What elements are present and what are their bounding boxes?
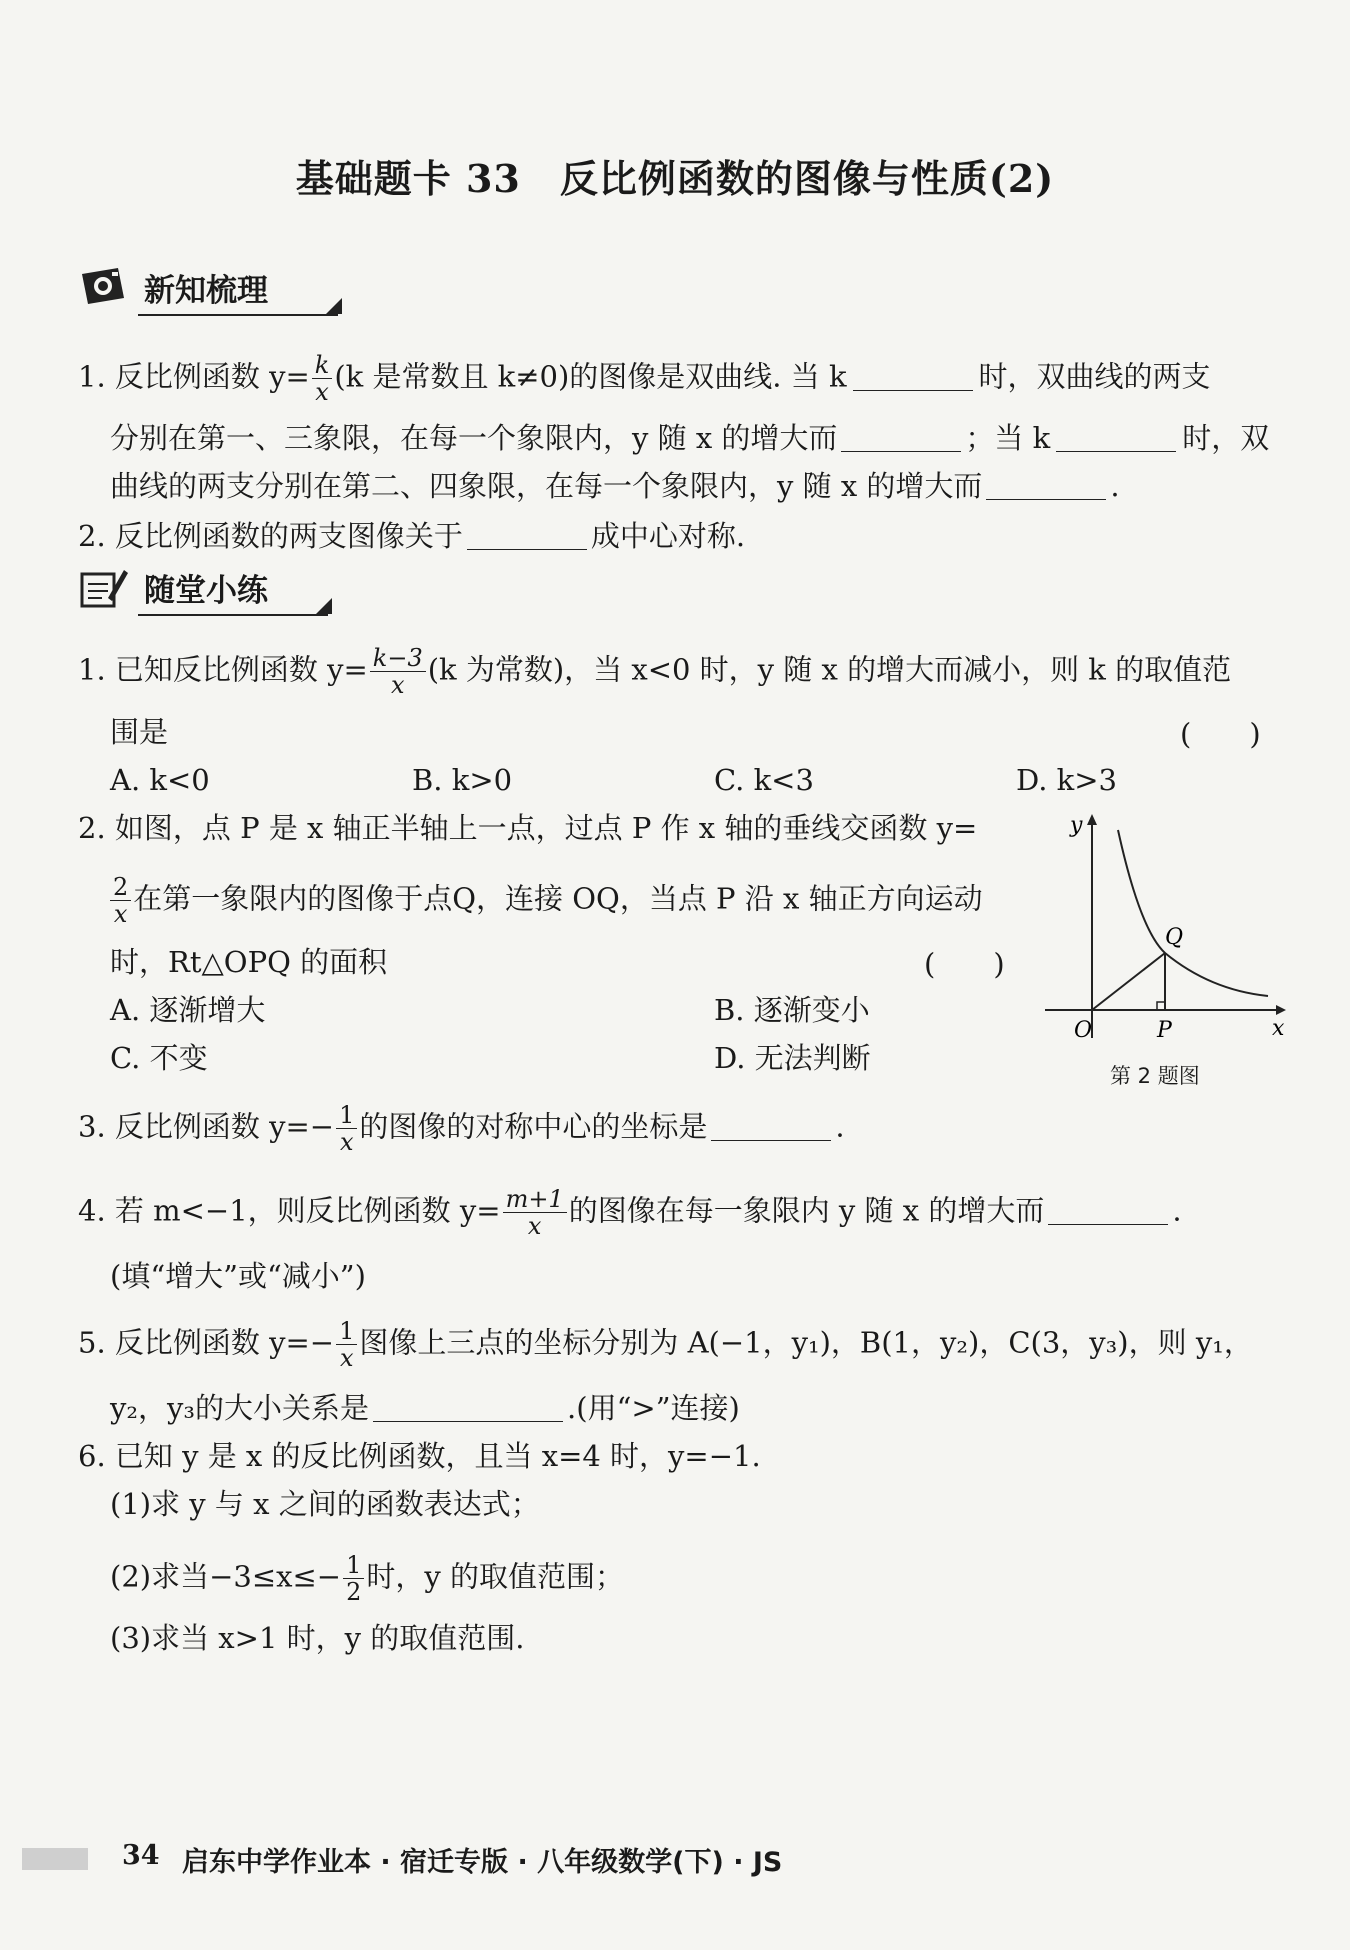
numerator: k−3: [370, 645, 426, 672]
answer-blank[interactable]: [1056, 421, 1176, 452]
section-header-practice: [78, 562, 348, 612]
page-number: 34: [122, 1840, 160, 1871]
practice-q1-line2: 围是: [110, 715, 169, 749]
label-o: O: [1074, 1018, 1093, 1040]
figure-caption: 第 2 题图: [1110, 1064, 1200, 1088]
section-underline: [138, 314, 338, 316]
section-arrow-icon: [316, 598, 332, 614]
text: y₂，y₃的大小关系是: [110, 1391, 370, 1425]
fraction: [336, 1102, 357, 1155]
text: 的图像的对称中心的坐标是: [359, 1109, 708, 1144]
denominator: x: [339, 1128, 354, 1156]
option-d[interactable]: D. 无法判断: [714, 1041, 871, 1075]
knowledge-q2: [78, 516, 745, 556]
text: 分别在第一、三象限，在每一个象限内，y 随 x 的增大而: [110, 421, 838, 455]
text: 4. 若 m<−1，则反比例函数 y=: [78, 1193, 501, 1228]
y-axis-arrow-icon: [1087, 814, 1097, 825]
answer-blank[interactable]: [711, 1110, 831, 1141]
practice-q6-part2: [110, 1552, 624, 1605]
option-a[interactable]: A. 逐渐增大: [110, 993, 266, 1027]
answer-blank[interactable]: [373, 1391, 563, 1422]
fraction: [343, 1552, 364, 1605]
text: ；当 k: [965, 421, 1051, 455]
fraction: [503, 1186, 567, 1239]
text: 成中心对称.: [590, 519, 746, 553]
text: (k 是常数且 k≠0)的图像是双曲线. 当 k: [334, 359, 847, 394]
page-footer: [0, 1838, 1350, 1878]
section-label: 新知梳理: [144, 272, 268, 309]
text: (2)求当−3≤x≤−: [110, 1559, 342, 1594]
denominator: x: [390, 671, 405, 699]
section-underline: [138, 614, 328, 616]
fraction: [110, 874, 131, 927]
option-d[interactable]: D. k>3: [1016, 763, 1117, 797]
hyperbola-figure: [1040, 810, 1290, 1040]
text: 的图像在每一象限内 y 随 x 的增大而: [568, 1193, 1045, 1228]
practice-q2-line2: [108, 874, 983, 927]
practice-q6-line1: 6. 已知 y 是 x 的反比例函数，且当 x=4 时，y=−1.: [78, 1439, 761, 1473]
knowledge-q1-line2: [110, 418, 1269, 458]
practice-q4-line2: (填“增大”或“减小”): [110, 1259, 366, 1293]
numerator: k: [312, 352, 333, 379]
option-c[interactable]: C. k<3: [714, 763, 814, 797]
practice-q2-line1: 2. 如图，点 P 是 x 轴正半轴上一点，过点 P 作 x 轴的垂线交函数 y=: [78, 811, 978, 845]
book-title: 启东中学作业本 · 宿迁专版 · 八年级数学(下) · JS: [182, 1847, 783, 1878]
answer-paren[interactable]: ( ): [1180, 717, 1261, 751]
section-header-new-knowledge: [78, 262, 348, 312]
text: 时，双曲线的两支: [978, 359, 1211, 394]
text: 图像上三点的坐标分别为 A(−1，y₁)，B(1，y₂)，C(3，y₃)，则 y₁，: [359, 1325, 1253, 1360]
text: .: [1172, 1193, 1182, 1228]
text: (k 为常数)，当 x<0 时，y 随 x 的增大而减小，则 k 的取值范: [427, 652, 1232, 687]
answer-blank[interactable]: [467, 519, 587, 550]
text: .(用“>”连接): [567, 1391, 740, 1425]
footer-bar: [22, 1848, 88, 1870]
label-q: Q: [1165, 925, 1184, 950]
practice-q5-line2: [110, 1388, 740, 1428]
numerator: 1: [336, 1318, 357, 1345]
text: 时，y 的取值范围；: [366, 1559, 624, 1594]
label-p: P: [1157, 1018, 1172, 1040]
denominator: 2: [346, 1578, 362, 1606]
text: 2. 反比例函数的两支图像关于: [78, 519, 463, 553]
fraction: [336, 1318, 357, 1371]
answer-blank[interactable]: [841, 421, 961, 452]
text: 3. 反比例函数 y=−: [78, 1109, 335, 1144]
practice-q3: [78, 1102, 845, 1155]
answer-paren[interactable]: ( ): [924, 947, 1005, 981]
text: .: [835, 1109, 845, 1144]
text: 5. 反比例函数 y=−: [78, 1325, 335, 1360]
denominator: x: [113, 900, 128, 928]
knowledge-q1-line3: [110, 466, 1120, 506]
option-b[interactable]: B. k>0: [412, 763, 513, 797]
text: 曲线的两支分别在第二、四象限，在每一个象限内，y 随 x 的增大而: [110, 469, 983, 503]
notebook-icon: [78, 564, 130, 610]
denominator: x: [527, 1212, 542, 1240]
label-x: x: [1272, 1016, 1285, 1040]
numerator: 1: [336, 1102, 357, 1129]
option-b[interactable]: B. 逐渐变小: [714, 993, 870, 1027]
label-y: y: [1070, 813, 1083, 838]
practice-q5-line1: [78, 1318, 1253, 1371]
option-a[interactable]: A. k<0: [110, 763, 210, 797]
numerator: 2: [110, 874, 131, 901]
answer-blank[interactable]: [1048, 1194, 1168, 1225]
denominator: x: [339, 1344, 354, 1372]
fraction: [370, 645, 426, 698]
section-arrow-icon: [326, 298, 342, 314]
answer-blank[interactable]: [853, 360, 973, 391]
text: 在第一象限内的图像于点Q，连接 OQ，当点 P 沿 x 轴正方向运动: [133, 881, 983, 916]
text: .: [1110, 469, 1120, 503]
right-angle-mark: [1157, 1002, 1165, 1010]
option-c[interactable]: C. 不变: [110, 1041, 208, 1075]
text: 1. 已知反比例函数 y=: [78, 652, 368, 687]
segment-oq: [1092, 953, 1165, 1010]
fraction: [312, 352, 333, 405]
knowledge-q1-line1: [78, 352, 1211, 405]
practice-q4-line1: [78, 1186, 1182, 1239]
practice-q1-line1: [78, 645, 1231, 698]
text: 1. 反比例函数 y=: [78, 359, 310, 394]
text: 时，双: [1182, 421, 1270, 455]
page-title: 基础题卡 33 反比例函数的图像与性质(2): [295, 156, 1055, 201]
practice-q2-line3: 时，Rt△OPQ 的面积: [110, 945, 388, 979]
practice-q6-part3: (3)求当 x>1 时，y 的取值范围.: [110, 1621, 525, 1655]
camera-icon: [78, 264, 130, 310]
denominator: x: [315, 378, 329, 406]
practice-q6-part1: (1)求 y 与 x 之间的函数表达式；: [110, 1487, 540, 1521]
numerator: 1: [343, 1552, 364, 1579]
answer-blank[interactable]: [986, 469, 1106, 500]
section-label: 随堂小练: [144, 572, 268, 609]
x-axis-arrow-icon: [1276, 1005, 1286, 1015]
numerator: m+1: [503, 1186, 567, 1213]
